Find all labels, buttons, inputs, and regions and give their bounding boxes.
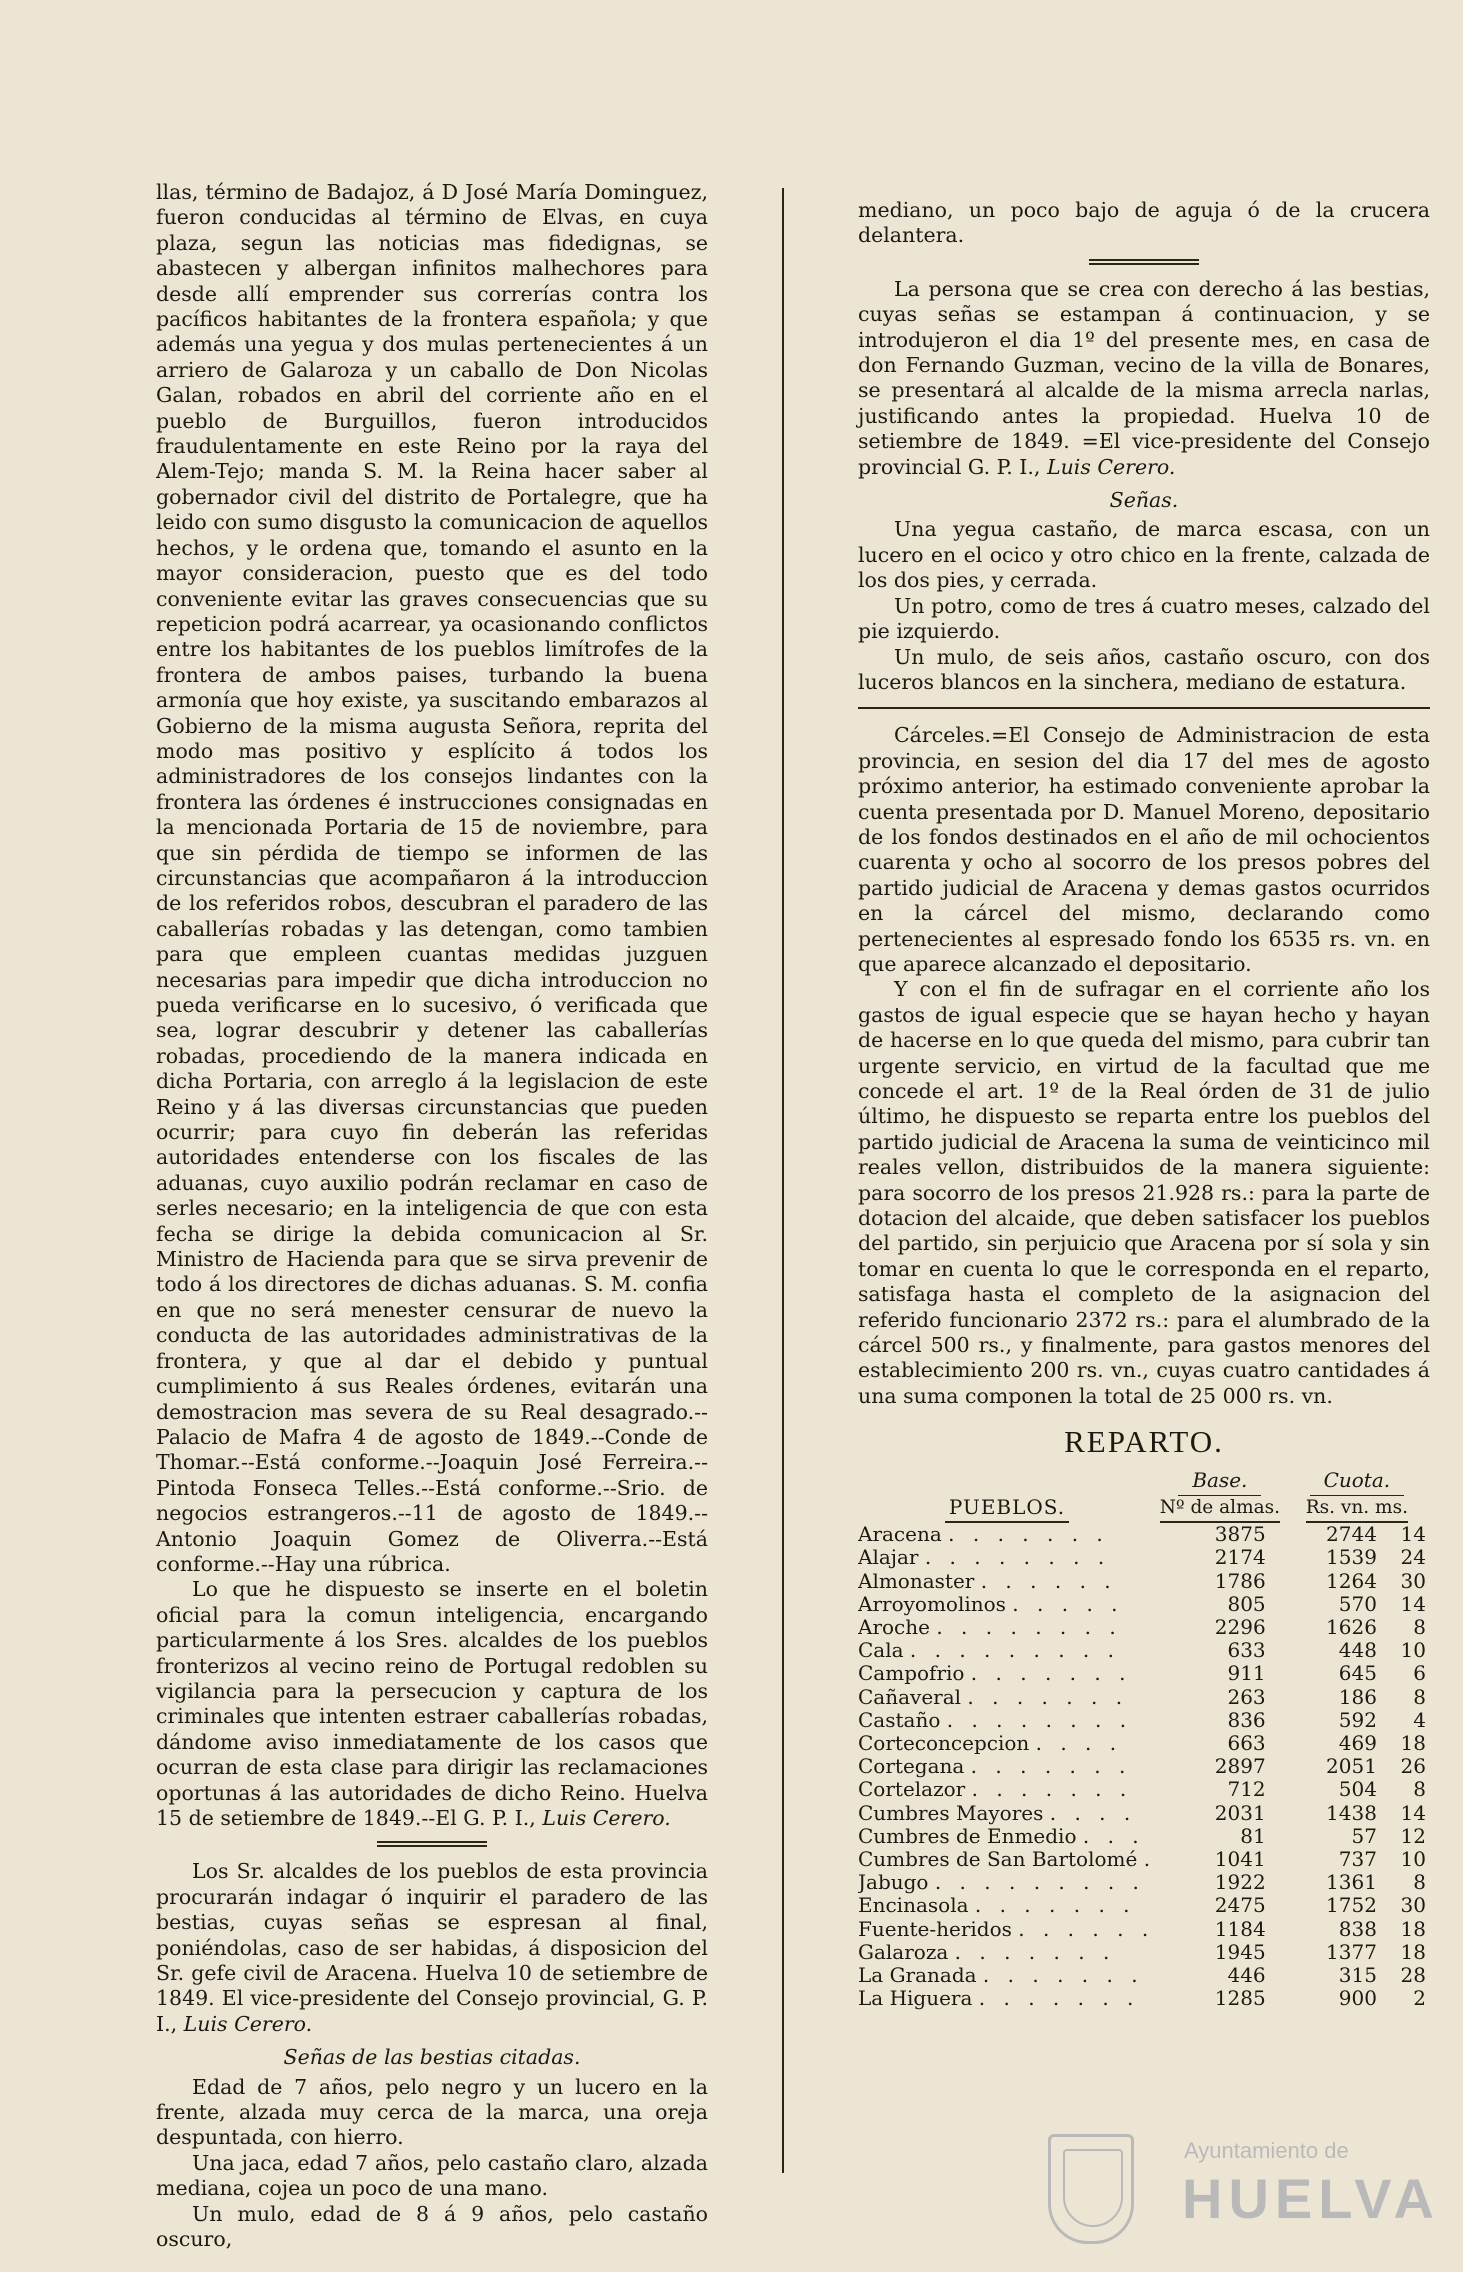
alcaldes-notice <box>156 1859 708 2037</box>
reparto-rows <box>858 1523 1430 2010</box>
pueblo-cell <box>858 1662 1156 1685</box>
pueblo-cell <box>858 1732 1156 1755</box>
almas-cell: 81 <box>1240 1823 1266 1848</box>
section-divider <box>1089 259 1199 265</box>
reales-cell: 504 <box>1338 1777 1377 1802</box>
leader-dots: . . . . . . . <box>954 1940 1116 1964</box>
reales-cell: 645 <box>1338 1661 1377 1686</box>
table-row <box>858 1523 1430 1546</box>
almas-cell: 2897 <box>1214 1754 1266 1779</box>
reales-cell: 186 <box>1338 1684 1377 1709</box>
table-group-header <box>858 1469 1430 1496</box>
leader-dots: . <box>1143 1847 1157 1871</box>
rs-header: Rs. vn. ms. <box>1284 1496 1430 1523</box>
pueblo-cell <box>858 1639 1156 1662</box>
carceles-notice: Cárceles.=El Consejo de Administracion de esta provincia, en sesion del dia 17 del mes de agosto próximo anterior, ha estimado conveniente aprobar la cuenta presentada por D. Manuel Moreno, depositario de los fondos destinados en el año de mil ochocientos cuarenta y ocho al socorro de los presos pobres del partido judicial de Aracena y demas gastos ocurridos en la cárcel del mismo, declarando como pertenecientes al espresado fondo los 6535 rs. vn. en que aparece alcanzado el depositario. <box>858 723 1430 976</box>
leader-dots: . . . . . . . <box>967 1685 1129 1709</box>
almas-cell: 805 <box>1227 1591 1266 1616</box>
leader-dots: . . . . <box>1035 1731 1123 1755</box>
leader-dots: . . . . . . . . <box>946 1708 1133 1732</box>
pueblo-name: Aroche <box>858 1615 930 1639</box>
table-row <box>858 1778 1430 1801</box>
almas-cell: 911 <box>1227 1661 1266 1686</box>
governor-notice-body: Lo que he dispuesto se inserte en el boletin oficial para la comun inteligencia, encargando particularmente á los Sres. alcaldes de los pueblos fronterizos al vecino reino de Portugal redoblen su vigilancia para la persecucion y captura de los criminales que intenten estraer caballerías robadas, dándome aviso inmediatamente de los casos que ocurran de esta clase para dirigir las reclamaciones oportunas á las autoridades de dicho Reino. Huelva 15 de setiembre de 1849.--El G. P. I., <box>156 1577 708 1830</box>
maravedis-cell: 8 <box>1413 1614 1426 1639</box>
pueblo-cell <box>858 1871 1156 1894</box>
animal-description-1: Edad de 7 años, pelo negro y un lucero en la frente, alzada muy cerca de la marca, una oreja despuntada, con hierro. <box>156 2074 708 2150</box>
pueblo-cell <box>858 1686 1156 1709</box>
almas-cell: 633 <box>1227 1638 1266 1663</box>
table-row <box>858 1755 1430 1778</box>
almas-cell: 446 <box>1227 1962 1266 1987</box>
watermark-line-1: Ayuntamiento de <box>1184 2138 1349 2163</box>
senas-bestias-heading: Señas de las bestias citadas. <box>283 2045 581 2070</box>
pueblo-cell <box>858 1546 1156 1569</box>
maravedis-cell: 18 <box>1400 1939 1426 1964</box>
pueblo-name: Cañaveral <box>858 1685 962 1709</box>
almas-cell: 2174 <box>1214 1545 1266 1570</box>
pueblo-name: Almonaster <box>858 1569 975 1593</box>
reales-cell: 1438 <box>1326 1800 1377 1825</box>
leader-dots: . . . . . . . <box>971 1778 1133 1802</box>
reales-cell: 592 <box>1338 1707 1377 1732</box>
reales-cell: 315 <box>1338 1962 1377 1987</box>
pueblo-cell <box>858 1755 1156 1778</box>
table-row <box>858 1593 1430 1616</box>
table-row <box>858 1894 1430 1917</box>
animal-description-3: Un mulo, edad de 8 á 9 años, pelo castaño oscuro, <box>156 2201 708 2252</box>
almas-cell: 2031 <box>1214 1800 1266 1825</box>
governor-notice <box>156 1577 708 1831</box>
almas-cell: 1041 <box>1214 1846 1266 1871</box>
leader-dots: . . . . . . . <box>978 1987 1140 2011</box>
reales-cell: 1752 <box>1326 1893 1377 1918</box>
pueblo-name: Cortelazor <box>858 1778 966 1802</box>
pueblo-name: Jabugo <box>858 1871 929 1895</box>
governor-signature: Luis Cerero. <box>542 1806 671 1830</box>
almas-cell: 263 <box>1227 1684 1266 1709</box>
table-row <box>858 1871 1430 1894</box>
bonares-notice-body: La persona que se crea con derecho á las bestias, cuyas señas se estampan á continuacion, y se introdujeron el dia 1º del presente mes, en casa de don Fernando Guzman, vecino de la villa de Bonares, se presentará al alcalde de la misma arrecla narlas, justificando antes la propiedad. Huelva 10 de setiembre de 1849. =El vice-presidente del Consejo provincial G. P. I., <box>858 276 1430 479</box>
alcaldes-notice-body: Los Sr. alcaldes de los pueblos de esta provincia procurarán indagar ó inquirir el paradero de las bestias, cuyas señas se espresan al final, poniéndolas, caso de ser habidas, á disposicion del Sr. gefe civil de Aracena. Huelva 10 de setiembre de 1849. El vice-presidente del Consejo provincial, G. P. I., <box>156 1859 708 2036</box>
section-divider <box>858 707 1430 709</box>
coat-of-arms-icon <box>1048 2134 1134 2244</box>
reales-cell: 469 <box>1338 1730 1377 1755</box>
maravedis-cell: 24 <box>1400 1545 1426 1570</box>
reales-cell: 57 <box>1351 1823 1377 1848</box>
table-row <box>858 1570 1430 1593</box>
almas-cell: 663 <box>1227 1730 1266 1755</box>
cuota-header: Cuota. <box>1284 1469 1430 1496</box>
leader-dots: . . . . . . . <box>970 1755 1132 1779</box>
pueblo-name: Cumbres Mayores <box>858 1801 1044 1825</box>
pueblo-cell <box>858 1778 1156 1801</box>
pueblo-name: Cala <box>858 1639 904 1663</box>
pueblo-name: Cumbres de San Bartolomé <box>858 1847 1138 1871</box>
almas-cell: 1285 <box>1214 1986 1266 2011</box>
pueblo-cell <box>858 1802 1156 1825</box>
left-column <box>156 180 708 2253</box>
bonares-animal-1: Una yegua castaño, de marca escasa, con un lucero en el ocico y otro chico en la frente, calzada de los dos pies, y cerrada. <box>858 517 1430 593</box>
table-row <box>858 1848 1430 1871</box>
pueblo-cell <box>858 1570 1156 1593</box>
pueblo-cell <box>858 1964 1156 1987</box>
pueblo-cell <box>858 1825 1156 1848</box>
almas-header: Nº de almas. <box>1156 1496 1284 1523</box>
almas-cell: 836 <box>1227 1707 1266 1732</box>
almas-cell: 1786 <box>1214 1568 1266 1593</box>
maravedis-cell: 8 <box>1413 1684 1426 1709</box>
pueblo-name: Fuente-heridos <box>858 1917 1012 1941</box>
leader-dots: . . . . . . . <box>948 1523 1109 1547</box>
maravedis-cell: 28 <box>1400 1962 1426 1987</box>
leader-dots: . . . <box>1082 1824 1145 1848</box>
bonares-notice <box>858 277 1430 480</box>
table-row <box>858 1662 1430 1685</box>
animal-description-2: Una jaca, edad 7 años, pelo castaño claro, alzada mediana, cojea un poco de una mano. <box>156 2150 708 2201</box>
reales-cell: 570 <box>1338 1591 1377 1616</box>
pueblo-cell <box>858 1894 1156 1917</box>
leader-dots: . . . . . . . <box>982 1963 1144 1987</box>
almas-cell: 2296 <box>1214 1614 1266 1639</box>
column-divider <box>782 188 784 2173</box>
maravedis-cell: 4 <box>1413 1707 1426 1732</box>
maravedis-cell: 30 <box>1400 1893 1426 1918</box>
leader-dots: . . . . . . <box>980 1569 1117 1593</box>
leader-dots: . . . . . . <box>1018 1917 1155 1941</box>
table-row <box>858 1825 1430 1848</box>
almas-cell: 1945 <box>1214 1939 1266 1964</box>
leader-dots: . . . . <box>1049 1801 1137 1825</box>
maravedis-cell: 12 <box>1400 1823 1426 1848</box>
reparto-table <box>858 1469 1430 2011</box>
pueblo-name: Castaño <box>858 1708 941 1732</box>
table-row <box>858 1546 1430 1569</box>
table-row <box>858 1709 1430 1732</box>
pueblo-cell <box>858 1848 1156 1871</box>
pueblo-name: Arroyomolinos <box>858 1592 1006 1616</box>
pueblo-cell <box>858 1709 1156 1732</box>
bonares-signature: Luis Cerero. <box>1046 454 1176 479</box>
pueblo-cell <box>858 1941 1156 1964</box>
watermark-line-2: HUELVA <box>1182 2167 1440 2230</box>
leader-dots: . . . . . . . <box>974 1894 1136 1918</box>
leader-dots: . . . . . . . . . <box>934 1871 1145 1895</box>
maravedis-cell: 2 <box>1413 1986 1426 2011</box>
table-row <box>858 1732 1430 1755</box>
pueblo-cell <box>858 1523 1156 1546</box>
bonares-animal-2: Un potro, como de tres á cuatro meses, calzado del pie izquierdo. <box>858 593 1430 644</box>
table-row <box>858 1941 1430 1964</box>
pueblo-name: Corteconcepcion <box>858 1731 1030 1755</box>
table-row <box>858 1918 1430 1941</box>
pueblo-name: Aracena <box>858 1523 942 1547</box>
pueblo-name: La Granada <box>858 1963 977 1987</box>
table-row <box>858 1802 1430 1825</box>
pueblo-name: La Higuera <box>858 1987 973 2011</box>
leader-dots: . . . . . . . . . <box>909 1639 1120 1663</box>
pueblo-name: Campofrio <box>858 1662 965 1686</box>
maravedis-cell: 6 <box>1413 1661 1426 1686</box>
watermark-logo <box>1048 2130 1438 2250</box>
reales-cell: 2744 <box>1326 1522 1377 1547</box>
reales-cell: 737 <box>1338 1846 1377 1871</box>
reales-cell: 1626 <box>1326 1614 1377 1639</box>
pueblo-name: Encinasola <box>858 1894 969 1918</box>
maravedis-cell: 14 <box>1400 1591 1426 1616</box>
reparto-notice: Y con el fin de sufragar en el corriente año los gastos de igual especie que se hayan hecho y hayan de hacerse en lo que queda del mismo, para cubrir tan urgente servicio, en virtud de la facultad que me concede el art. 1º de la Real órden de 31 de julio último, he dispuesto se reparta entre los pueblos del partido judicial de Aracena la suma de veinticinco mil reales vellon, distribuidos de la manera siguiente: para socorro de los presos 21.928 rs.: para la parte de dotacion del alcaide, que deben satisfacer los pueblos del partido, sin perjuicio que Aracena por sí sola y sin tomar en cuenta lo que le corresponda en el reparto, satisfaga hasta el completo de la asignacion del referido funcionario 2372 rs.: para el alumbrado de la cárcel 500 rs., y finalmente, para gastos menores del establecimiento 200 rs. vn., cuyas cuatro cantidades á una suma componen la total de 25 000 rs. vn. <box>858 977 1430 1408</box>
pueblo-cell <box>858 1593 1156 1616</box>
base-header: Base. <box>1156 1469 1284 1496</box>
almas-cell: 1184 <box>1214 1916 1266 1941</box>
reales-cell: 448 <box>1338 1638 1377 1663</box>
pueblo-cell <box>858 1616 1156 1639</box>
alcaldes-signature: Luis Cerero. <box>183 2011 313 2036</box>
pueblos-header: PUEBLOS. <box>858 1496 1156 1523</box>
maravedis-cell: 14 <box>1400 1522 1426 1547</box>
maravedis-cell: 10 <box>1400 1638 1426 1663</box>
leader-dots: . . . . . . . . <box>924 1546 1111 1570</box>
pueblo-name: Galaroza <box>858 1940 949 1964</box>
reales-cell: 1264 <box>1326 1568 1377 1593</box>
reales-cell: 1539 <box>1326 1545 1377 1570</box>
reales-cell: 2051 <box>1326 1754 1377 1779</box>
reales-cell: 838 <box>1338 1916 1377 1941</box>
reales-cell: 1377 <box>1326 1939 1377 1964</box>
maravedis-cell: 14 <box>1400 1800 1426 1825</box>
maravedis-cell: 18 <box>1400 1730 1426 1755</box>
leader-dots: . . . . . . . . <box>936 1615 1122 1639</box>
reparto-title: REPARTO. <box>1064 1424 1224 1460</box>
pueblo-cell <box>858 1987 1156 2010</box>
pueblo-cell <box>858 1918 1156 1941</box>
right-column <box>858 198 1430 2010</box>
table-row <box>858 1964 1430 1987</box>
maravedis-cell: 30 <box>1400 1568 1426 1593</box>
table-row <box>858 1639 1430 1662</box>
maravedis-cell: 10 <box>1400 1846 1426 1871</box>
portuguese-order-text: llas, término de Badajoz, á D José María Dominguez, fueron conducidas al término de Elvas, en cuya plaza, segun las noticias mas fidedignas, se abastecen y albergan infinitos malhechores para desde allí emprender sus correrías contra los pacíficos habitantes de la frontera española; y que además una yegua y dos mulas pertenecientes á un arriero de Galaroza y un caballo de Don Nicolas Galan, robados en abril del corriente año en el pueblo de Burguillos, fueron introducidos fraudulentamente en este Reino por la raya del Alem-Tejo; manda S. M. la Reina hacer saber al gobernador civil del distrito de Portalegre, que ha leido con sumo disgusto la comunicacion de aquellos hechos, y le ordena que, tomando el asunto en la mayor consideracion, puesto que es del todo conveniente evitar las graves consecuencias que su repeticion podrá acarrear, ya ocasionando conflictos entre los habitantes de los pueblos limítrofes de la frontera de ambos paises, turbando la buena armonía que hoy existe, ya suscitando embarazos al Gobierno de la misma augusta Señora, reprita del modo mas positivo y esplícito á todos los administradores de los consejos lindantes con la frontera las órdenes é instrucciones consignadas en la mencionada Portaria de 15 de noviembre, para que sin pérdida de tiempo se informen de las circunstancias que acompañaron á la introduccion de los referidos robos, descubran el paradero de las caballerías robadas y las detengan, como tambien para que empleen cuantas medidas juzguen necesarias para impedir que dicha introduccion no pueda verificarse en lo sucesivo, ó verificada que sea, lograr descubrir y detener las caballerías robadas, procediendo de la manera indicada en dicha Portaria, con arreglo á la legislacion de este Reino y á las diversas circunstancias que pueden ocurrir; para cuyo fin deberán las referidas autoridades entenderse con los fiscales de las aduanas, cuyo auxilio podrán reclamar en caso de serles necesario; en la inteligencia de que con esta fecha se dirige la debida comunicacion al Sr. Ministro de Hacienda para que se sirva prevenir de todo á los directores de dichas aduanas. S. M. confia en que no será menester censurar de nuevo la conducta de las autoridades administrativas de la frontera, y que al dar el debido y puntual cumplimiento á sus Reales órdenes, evitarán una demostracion mas severa de su Real desagrado.--Palacio de Mafra 4 de agosto de 1849.--Conde de Thomar.--Está conforme.--Joaquin José Ferreira.--Pintoda Fonseca Telles.--Está conforme.--Srio. de negocios estrangeros.--11 de agosto de 1849.--Antonio Joaquin Gomez de Oliverra.--Está conforme.--Hay una rúbrica. <box>156 180 708 1576</box>
almas-cell: 3875 <box>1214 1522 1266 1547</box>
bonares-animal-3: Un mulo, de seis años, castaño oscuro, con dos luceros blancos en la sinchera, mediano de estatura. <box>858 644 1430 694</box>
reales-cell: 900 <box>1338 1986 1377 2011</box>
almas-cell: 1922 <box>1214 1870 1266 1895</box>
maravedis-cell: 8 <box>1413 1777 1426 1802</box>
continued-description: mediano, un poco bajo de aguja ó de la crucera delantera. <box>858 198 1430 248</box>
reales-cell: 1361 <box>1326 1870 1377 1895</box>
maravedis-cell: 18 <box>1400 1916 1426 1941</box>
maravedis-cell: 26 <box>1400 1754 1426 1779</box>
pueblo-name: Cortegana <box>858 1755 965 1779</box>
table-row <box>858 1616 1430 1639</box>
section-divider <box>377 1841 487 1847</box>
maravedis-cell: 8 <box>1413 1870 1426 1895</box>
almas-cell: 712 <box>1227 1777 1266 1802</box>
table-row <box>858 1686 1430 1709</box>
table-column-header <box>858 1496 1430 1523</box>
table-row <box>858 1987 1430 2010</box>
leader-dots: . . . . . . . <box>970 1662 1132 1686</box>
almas-cell: 2475 <box>1214 1893 1266 1918</box>
pueblo-name: Alajar <box>858 1546 919 1570</box>
pueblo-name: Cumbres de Enmedio <box>858 1824 1077 1848</box>
leader-dots: . . . . . <box>1012 1592 1124 1616</box>
senas-heading: Señas. <box>1109 488 1179 513</box>
